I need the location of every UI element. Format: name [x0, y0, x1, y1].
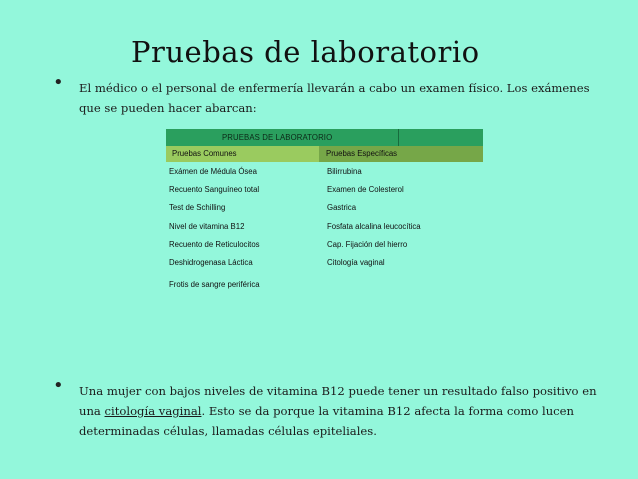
table-cell: Bilirrubina [327, 166, 362, 176]
slide-title: Pruebas de laboratorio [131, 35, 480, 69]
column-header-specific: Pruebas Específicas [319, 146, 483, 162]
bullet-icon: • [53, 375, 64, 396]
table-cell: Recuento Sanguíneo total [169, 184, 260, 194]
table-row [166, 235, 483, 253]
table-row [166, 199, 483, 217]
table-cell: Citología vaginal [327, 258, 385, 268]
table-cell: Deshidrogenasa Láctica [169, 258, 253, 268]
table-row [166, 253, 483, 271]
lab-tests-table [166, 129, 483, 298]
table-cell: Recuento de Reticulocitos [169, 239, 260, 249]
table-row [166, 162, 483, 180]
b12-text-end: . Esto se da porque la vitamina B12 afecta la forma como lucen determinadas células, llamadas células epiteliales. [79, 404, 574, 438]
table-cell: Frotis de sangre periférica [169, 280, 260, 290]
bullet-text-intro: El médico o el personal de enfermería llevarán a cabo un examen físico. Los exámenes que se pueden hacer abarcan: [79, 81, 590, 115]
table-row [166, 272, 483, 298]
table-row [166, 217, 483, 235]
column-header-common: Pruebas Comunes [166, 146, 319, 162]
table-column-headers [166, 146, 483, 162]
bullet-icon: • [53, 72, 64, 93]
table-cell: Gastrica [327, 203, 357, 213]
table-cell: Cap. Fijación del hierro [327, 239, 408, 249]
table-cell: Nivel de vitamina B12 [169, 221, 245, 231]
bullet-text-b12 [79, 381, 599, 441]
citologia-vaginal-link[interactable]: citología vaginal [104, 404, 202, 418]
table-cell: Exámen de Médula Ósea [169, 166, 257, 176]
table-row [166, 180, 483, 198]
table-cell: Fosfata alcalina leucocítica [327, 221, 421, 231]
header-divider [398, 129, 399, 146]
table-cell: Examen de Colesterol [327, 184, 404, 194]
table-cell: Test de Schilling [169, 203, 226, 213]
table-header: PRUEBAS DE LABORATORIO [222, 133, 333, 142]
table-header-row [166, 129, 483, 146]
b12-text-start: Una mujer con bajos niveles de vitamina B12 puede tener un resultado falso positivo en una [79, 384, 597, 418]
